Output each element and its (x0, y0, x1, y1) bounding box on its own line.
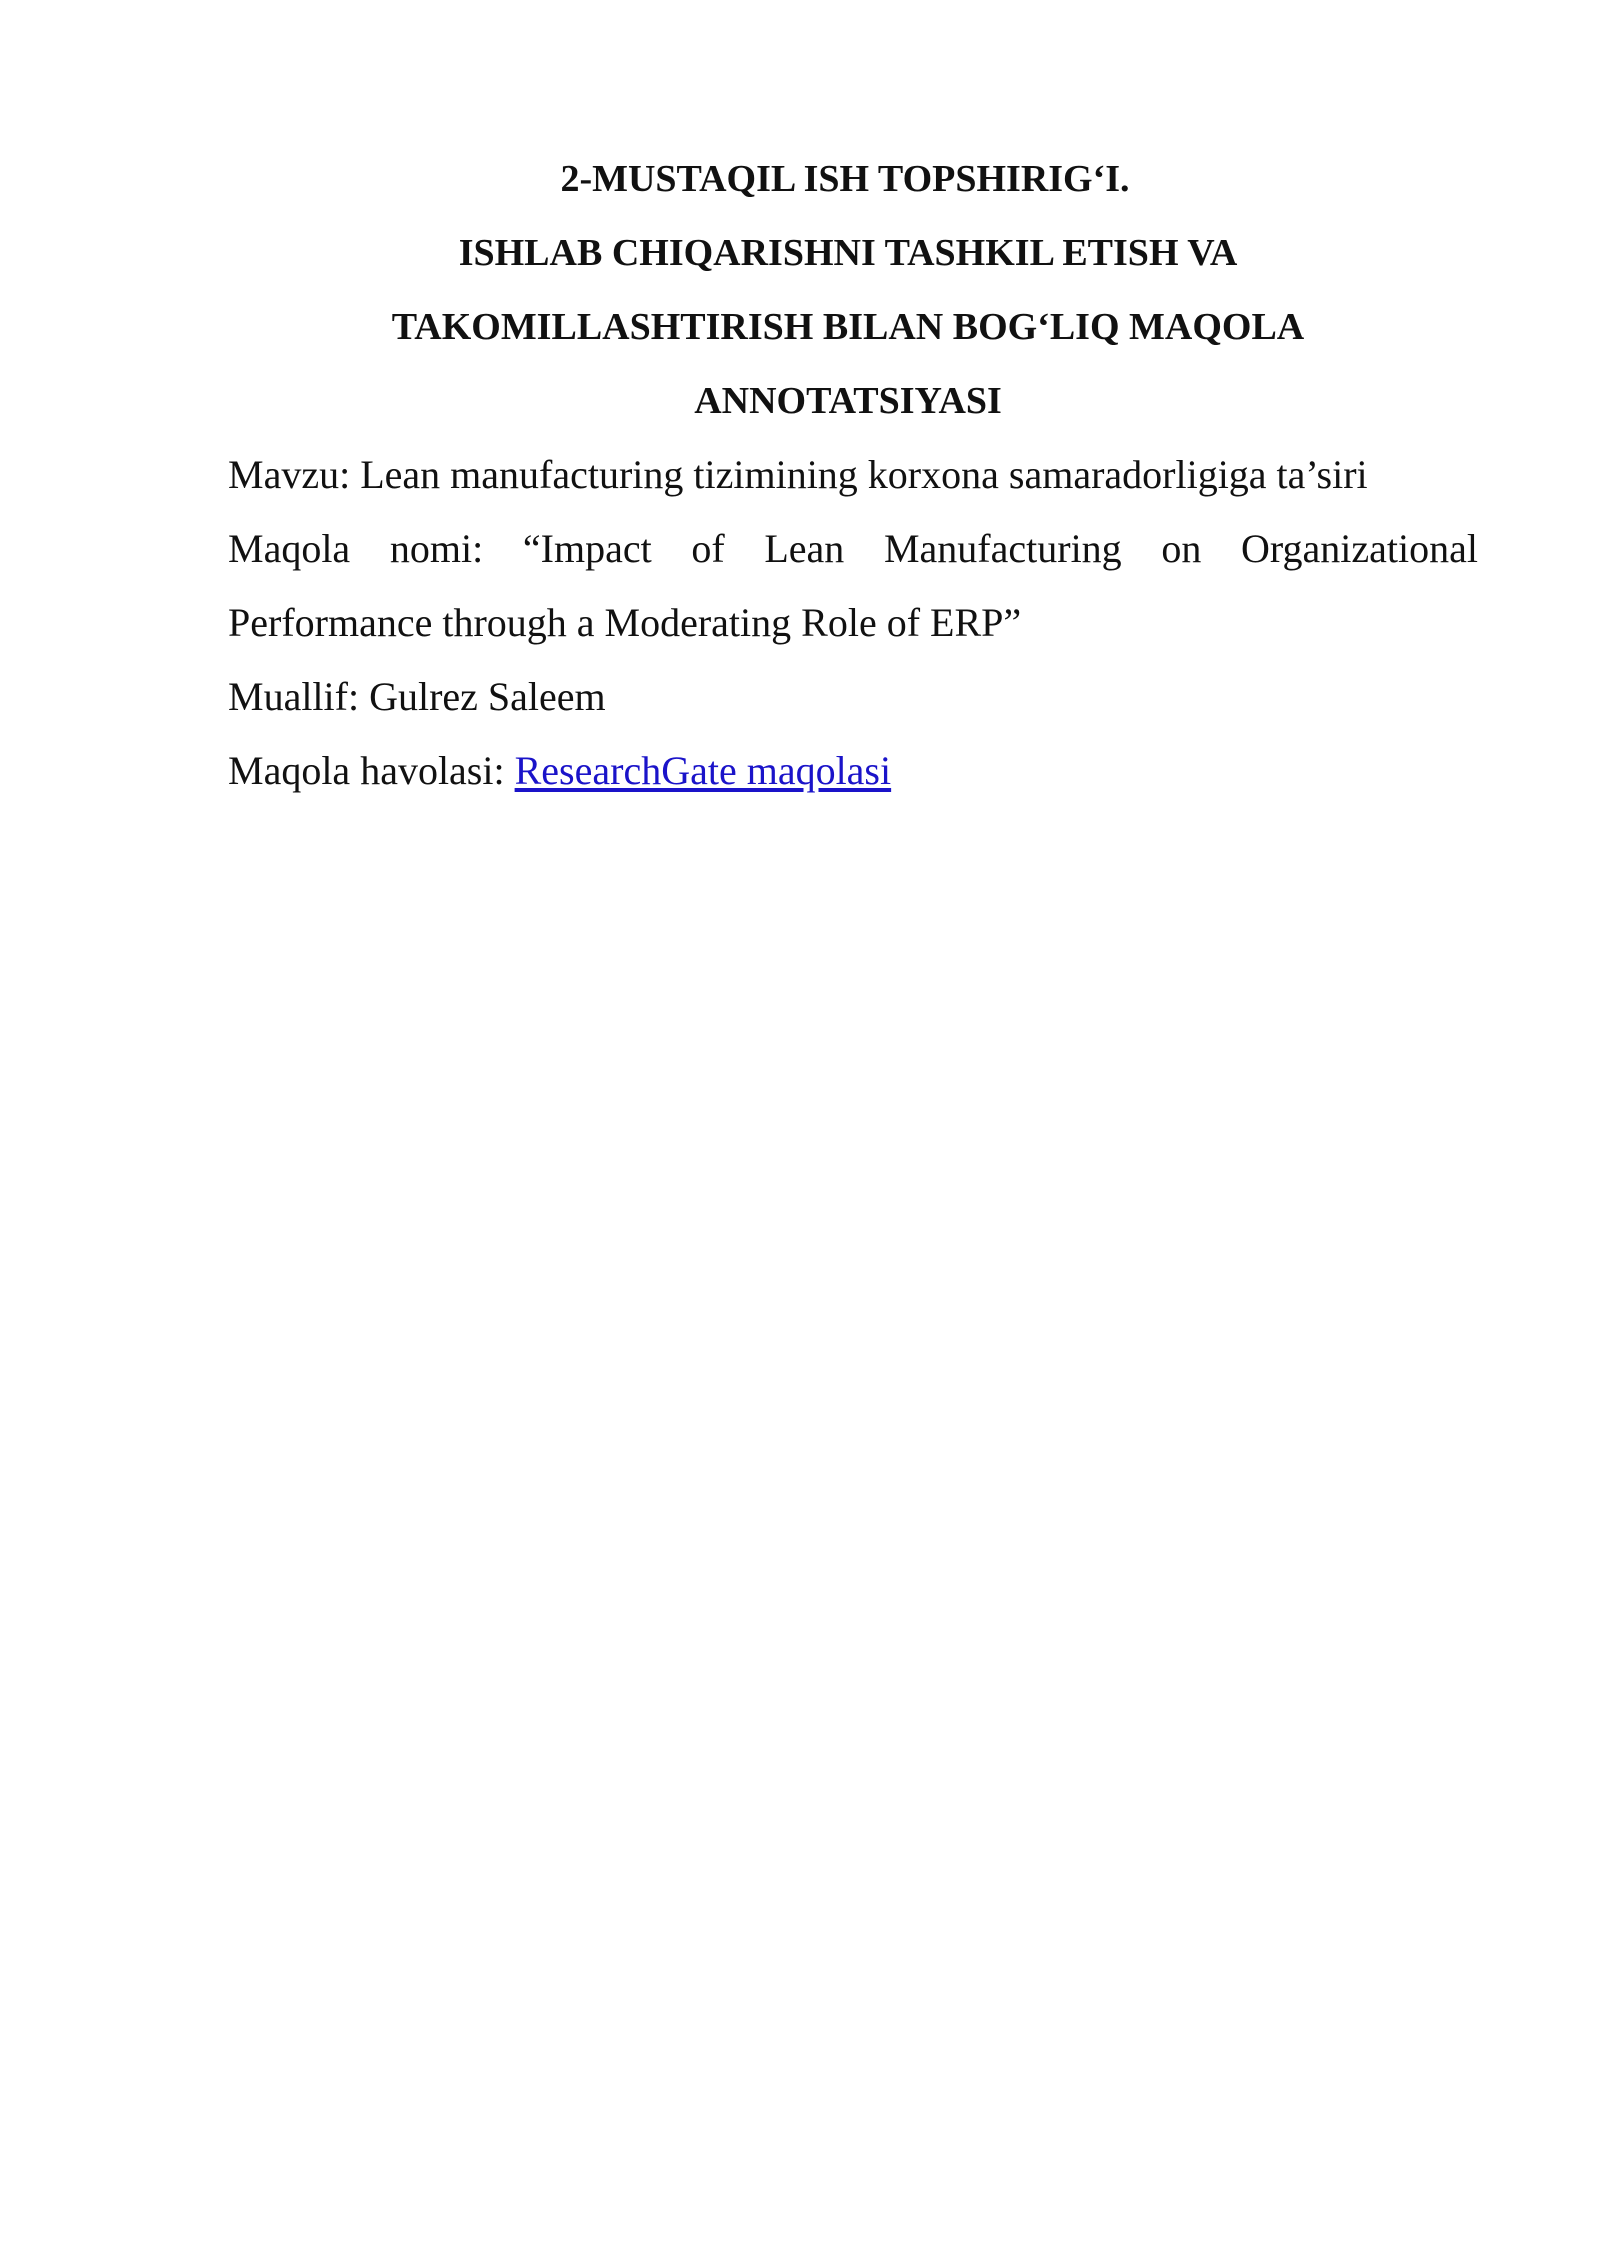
article-title-word: Maqola (228, 526, 351, 571)
article-title-word: of (691, 526, 725, 571)
article-title-justified (228, 512, 1478, 586)
author-text: Muallif: Gulrez Saleem (228, 674, 606, 719)
article-heading-line-2: TAKOMILLASHTIRISH BILAN BOG‘LIQ MAQOLA (391, 306, 1305, 348)
article-heading-line-3: ANNOTATSIYASI (694, 380, 1002, 422)
article-title-word: nomi: (389, 526, 484, 571)
article-title-word: on (1161, 526, 1202, 571)
researchgate-link[interactable]: ResearchGate maqolasi (514, 748, 892, 793)
assignment-title: 2-MUSTAQIL ISH TOPSHIRIG‘I. (560, 158, 1130, 200)
article-title-continuation-line (228, 586, 1478, 660)
topic-text: Mavzu: Lean manufacturing tizimining korxona samaradorligiga ta’siri (228, 452, 1368, 497)
article-title-word: Manufacturing (883, 526, 1122, 571)
article-title-word: “Impact (522, 526, 652, 571)
article-title-line (228, 512, 1478, 586)
article-heading-line-1: ISHLAB CHIQARISHNI TASHKIL ETISH VA (458, 232, 1238, 274)
article-title-word: Lean (764, 526, 845, 571)
article-title-continuation: Performance through a Moderating Role of ERP” (228, 600, 1022, 645)
article-link-row (228, 734, 1478, 808)
article-link-label: Maqola havolasi: (228, 748, 515, 793)
topic-line (228, 438, 1478, 512)
author-line (228, 660, 1478, 734)
article-title-word: Organizational (1241, 526, 1478, 571)
article-link-line (228, 734, 1478, 808)
